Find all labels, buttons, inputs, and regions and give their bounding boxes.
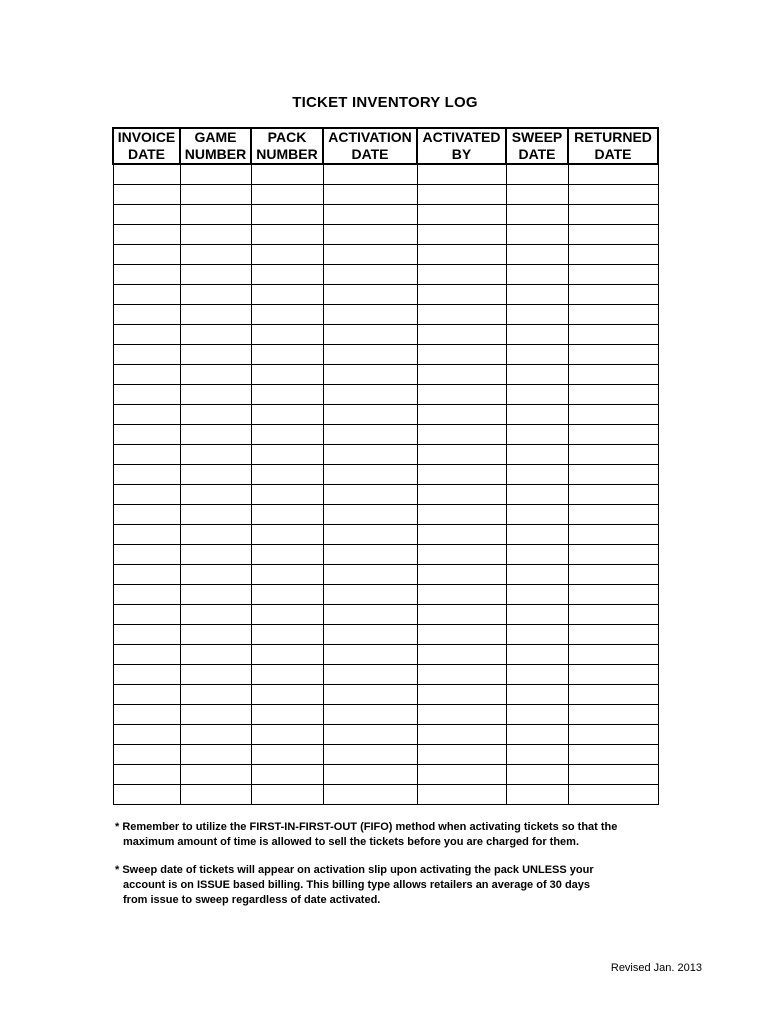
table-cell[interactable]: [568, 385, 658, 405]
table-cell[interactable]: [113, 164, 180, 185]
table-cell[interactable]: [568, 605, 658, 625]
table-row: [113, 785, 658, 805]
table-cell[interactable]: [506, 605, 568, 625]
table-cell[interactable]: [417, 545, 506, 565]
table-cell[interactable]: [568, 565, 658, 585]
table-cell[interactable]: [323, 625, 417, 645]
table-cell[interactable]: [113, 505, 180, 525]
table-cell[interactable]: [180, 325, 251, 345]
table-cell[interactable]: [180, 245, 251, 265]
table-cell[interactable]: [251, 745, 323, 765]
table-cell[interactable]: [251, 605, 323, 625]
table-cell[interactable]: [113, 245, 180, 265]
table-cell[interactable]: [113, 525, 180, 545]
table-cell[interactable]: [251, 205, 323, 225]
table-cell[interactable]: [113, 445, 180, 465]
table-cell[interactable]: [113, 585, 180, 605]
note-sweep-date: [115, 863, 675, 908]
table-cell[interactable]: [568, 265, 658, 285]
table-row: [113, 345, 658, 365]
table-cell[interactable]: [417, 325, 506, 345]
table-cell[interactable]: [506, 705, 568, 725]
table-cell[interactable]: [506, 665, 568, 685]
column-header-pack-number: [251, 128, 323, 164]
table-cell[interactable]: [113, 545, 180, 565]
table-cell[interactable]: [323, 665, 417, 685]
page-title: TICKET INVENTORY LOG: [292, 94, 478, 111]
table-cell[interactable]: [506, 225, 568, 245]
table-row: [113, 685, 658, 705]
table-cell[interactable]: [180, 785, 251, 805]
table-cell[interactable]: [251, 305, 323, 325]
table-cell[interactable]: [180, 545, 251, 565]
table-header-row: [113, 128, 658, 164]
table-cell[interactable]: [506, 565, 568, 585]
table-cell[interactable]: [417, 345, 506, 365]
table-cell[interactable]: [417, 525, 506, 545]
table-cell[interactable]: [251, 225, 323, 245]
table-cell[interactable]: [506, 785, 568, 805]
table-cell[interactable]: [113, 325, 180, 345]
header-line: INVOICE: [117, 129, 176, 145]
table-row: [113, 745, 658, 765]
table-cell[interactable]: [323, 565, 417, 585]
table-row: [113, 405, 658, 425]
table-cell[interactable]: [113, 785, 180, 805]
table-body: [113, 164, 658, 805]
table-cell[interactable]: [506, 485, 568, 505]
table-cell[interactable]: [251, 785, 323, 805]
header-line: ACTIVATED: [422, 129, 501, 145]
table-cell[interactable]: [113, 605, 180, 625]
table-cell[interactable]: [251, 545, 323, 565]
table-cell[interactable]: [251, 465, 323, 485]
table-cell[interactable]: [506, 525, 568, 545]
table-row: [113, 425, 658, 445]
notes-section: [115, 820, 675, 921]
note-line: * Remember to utilize the FIRST-IN-FIRST-OUT (FIFO) method when activating tickets so that the: [115, 821, 618, 833]
header-line: DATE: [351, 146, 389, 162]
header-line: PACK: [267, 129, 307, 145]
table-cell[interactable]: [323, 305, 417, 325]
table-cell[interactable]: [113, 665, 180, 685]
table-cell[interactable]: [251, 164, 323, 185]
table-cell[interactable]: [113, 645, 180, 665]
note-line: account is on ISSUE based billing. This billing type allows retailers an average of 30 days: [123, 879, 591, 891]
column-header-activated-by: [417, 128, 506, 164]
header-line: SWEEP: [511, 129, 563, 145]
table-cell[interactable]: [417, 485, 506, 505]
table-cell[interactable]: [180, 645, 251, 665]
table-cell[interactable]: [113, 425, 180, 445]
table-cell[interactable]: [323, 685, 417, 705]
table-cell[interactable]: [323, 645, 417, 665]
table-cell[interactable]: [113, 705, 180, 725]
table-cell[interactable]: [417, 505, 506, 525]
table-cell[interactable]: [323, 365, 417, 385]
table-cell[interactable]: [113, 185, 180, 205]
table-cell[interactable]: [568, 765, 658, 785]
table-cell[interactable]: [113, 465, 180, 485]
header-line: GAME: [194, 129, 237, 145]
table-cell[interactable]: [417, 225, 506, 245]
table-cell[interactable]: [251, 485, 323, 505]
table-cell[interactable]: [323, 765, 417, 785]
table-cell[interactable]: [180, 605, 251, 625]
table-cell[interactable]: [251, 585, 323, 605]
table-cell[interactable]: [417, 645, 506, 665]
table-cell[interactable]: [113, 305, 180, 325]
table-cell[interactable]: [323, 705, 417, 725]
table-cell[interactable]: [568, 225, 658, 245]
table-row: [113, 725, 658, 745]
inventory-log-table: [112, 127, 659, 805]
table-row: [113, 665, 658, 685]
table-row: [113, 205, 658, 225]
table-cell[interactable]: [180, 745, 251, 765]
table-cell[interactable]: [568, 425, 658, 445]
table-cell[interactable]: [568, 745, 658, 765]
table-cell[interactable]: [417, 425, 506, 445]
table-cell[interactable]: [568, 164, 658, 185]
table-cell[interactable]: [251, 325, 323, 345]
header-line: NUMBER: [184, 146, 247, 162]
table-cell[interactable]: [251, 265, 323, 285]
table-row: [113, 305, 658, 325]
table-cell[interactable]: [113, 625, 180, 645]
table-cell[interactable]: [568, 365, 658, 385]
table-cell[interactable]: [180, 164, 251, 185]
table-cell[interactable]: [323, 465, 417, 485]
table-cell[interactable]: [113, 725, 180, 745]
table-cell[interactable]: [251, 285, 323, 305]
table-row: [113, 325, 658, 345]
table-cell[interactable]: [568, 705, 658, 725]
table-cell[interactable]: [417, 164, 506, 185]
table-cell[interactable]: [251, 405, 323, 425]
header-line: DATE: [518, 146, 556, 162]
table-cell[interactable]: [323, 725, 417, 745]
table-cell[interactable]: [251, 425, 323, 445]
table-cell[interactable]: [323, 285, 417, 305]
table-cell[interactable]: [417, 385, 506, 405]
table-row: [113, 245, 658, 265]
table-cell[interactable]: [251, 705, 323, 725]
table-cell[interactable]: [506, 445, 568, 465]
table-cell[interactable]: [506, 465, 568, 485]
table-cell[interactable]: [568, 545, 658, 565]
table-cell[interactable]: [417, 445, 506, 465]
table-cell[interactable]: [113, 265, 180, 285]
table-cell[interactable]: [323, 325, 417, 345]
table-cell[interactable]: [506, 625, 568, 645]
table-cell[interactable]: [568, 585, 658, 605]
table-cell[interactable]: [568, 345, 658, 365]
table-cell[interactable]: [323, 225, 417, 245]
table-cell[interactable]: [180, 365, 251, 385]
table-cell[interactable]: [506, 425, 568, 445]
table-cell[interactable]: [506, 725, 568, 745]
table-cell[interactable]: [323, 385, 417, 405]
table-cell[interactable]: [568, 665, 658, 685]
table-cell[interactable]: [180, 505, 251, 525]
table-cell[interactable]: [417, 185, 506, 205]
table-cell[interactable]: [180, 625, 251, 645]
table-row: [113, 225, 658, 245]
table-row: [113, 605, 658, 625]
table-cell[interactable]: [417, 205, 506, 225]
table-cell[interactable]: [251, 525, 323, 545]
table-cell[interactable]: [506, 325, 568, 345]
table-row: [113, 185, 658, 205]
table-cell[interactable]: [568, 685, 658, 705]
table-cell[interactable]: [113, 285, 180, 305]
table-cell[interactable]: [417, 665, 506, 685]
table-cell[interactable]: [251, 445, 323, 465]
table-cell[interactable]: [251, 765, 323, 785]
table-cell[interactable]: [180, 265, 251, 285]
table-cell[interactable]: [506, 745, 568, 765]
header-line: DATE: [594, 146, 632, 162]
table-cell[interactable]: [180, 525, 251, 545]
header-line: NUMBER: [256, 146, 318, 162]
table-cell[interactable]: [113, 485, 180, 505]
table-cell[interactable]: [417, 365, 506, 385]
table-cell[interactable]: [417, 685, 506, 705]
table-cell[interactable]: [113, 565, 180, 585]
table-cell[interactable]: [506, 685, 568, 705]
table-cell[interactable]: [568, 445, 658, 465]
table-cell[interactable]: [417, 725, 506, 745]
table-cell[interactable]: [506, 405, 568, 425]
table-cell[interactable]: [180, 385, 251, 405]
table-cell[interactable]: [180, 425, 251, 445]
table-cell[interactable]: [417, 405, 506, 425]
table-cell[interactable]: [417, 605, 506, 625]
table-cell[interactable]: [568, 625, 658, 645]
table-cell[interactable]: [506, 505, 568, 525]
table-row: [113, 645, 658, 665]
table-cell[interactable]: [323, 505, 417, 525]
table-cell[interactable]: [180, 565, 251, 585]
note-line: maximum amount of time is allowed to sell the tickets before you are charged for them.: [123, 836, 579, 848]
table-cell[interactable]: [506, 205, 568, 225]
table-cell[interactable]: [323, 485, 417, 505]
table-cell[interactable]: [113, 765, 180, 785]
table-cell[interactable]: [180, 725, 251, 745]
table-cell[interactable]: [113, 225, 180, 245]
table-cell[interactable]: [251, 505, 323, 525]
table-cell[interactable]: [568, 185, 658, 205]
table-row: [113, 265, 658, 285]
column-header-activation-date: [323, 128, 417, 164]
table-cell[interactable]: [417, 305, 506, 325]
table-cell[interactable]: [251, 645, 323, 665]
table-cell[interactable]: [251, 685, 323, 705]
table-cell[interactable]: [417, 265, 506, 285]
table-cell[interactable]: [180, 185, 251, 205]
table-cell[interactable]: [251, 625, 323, 645]
table-cell[interactable]: [180, 445, 251, 465]
table-cell[interactable]: [323, 545, 417, 565]
table-cell[interactable]: [323, 785, 417, 805]
table-cell[interactable]: [323, 425, 417, 445]
table-cell[interactable]: [568, 285, 658, 305]
table-cell[interactable]: [417, 465, 506, 485]
table-cell[interactable]: [568, 485, 658, 505]
table-row: [113, 545, 658, 565]
table-cell[interactable]: [417, 245, 506, 265]
table-cell[interactable]: [506, 585, 568, 605]
table-cell[interactable]: [180, 685, 251, 705]
table-cell[interactable]: [323, 745, 417, 765]
table-row: [113, 625, 658, 645]
table-cell[interactable]: [180, 345, 251, 365]
table-cell[interactable]: [180, 285, 251, 305]
table-cell[interactable]: [251, 385, 323, 405]
table-cell[interactable]: [323, 605, 417, 625]
table-row: [113, 765, 658, 785]
table-cell[interactable]: [180, 705, 251, 725]
table-cell[interactable]: [417, 625, 506, 645]
table-cell[interactable]: [113, 205, 180, 225]
table-cell[interactable]: [323, 245, 417, 265]
table-cell[interactable]: [506, 345, 568, 365]
table-row: [113, 705, 658, 725]
table-cell[interactable]: [180, 585, 251, 605]
table-cell[interactable]: [251, 665, 323, 685]
table-cell[interactable]: [506, 185, 568, 205]
table-cell[interactable]: [323, 525, 417, 545]
table-cell[interactable]: [506, 245, 568, 265]
table-cell[interactable]: [417, 285, 506, 305]
table-cell[interactable]: [417, 565, 506, 585]
table-cell[interactable]: [251, 245, 323, 265]
table-cell[interactable]: [180, 405, 251, 425]
table-cell[interactable]: [506, 265, 568, 285]
table-row: [113, 525, 658, 545]
table-cell[interactable]: [113, 345, 180, 365]
table-row: [113, 385, 658, 405]
table-cell[interactable]: [568, 465, 658, 485]
table-cell[interactable]: [568, 505, 658, 525]
table-cell[interactable]: [323, 265, 417, 285]
table-cell[interactable]: [568, 205, 658, 225]
table-cell[interactable]: [417, 745, 506, 765]
table-cell[interactable]: [323, 445, 417, 465]
table-cell[interactable]: [180, 465, 251, 485]
note-line: from issue to sweep regardless of date activated.: [123, 894, 381, 906]
table-row: [113, 365, 658, 385]
table-cell[interactable]: [506, 545, 568, 565]
table-cell[interactable]: [113, 405, 180, 425]
table-row: [113, 505, 658, 525]
table-cell[interactable]: [251, 365, 323, 385]
table-cell[interactable]: [113, 365, 180, 385]
table-cell[interactable]: [568, 325, 658, 345]
table-cell[interactable]: [417, 765, 506, 785]
table-cell[interactable]: [180, 485, 251, 505]
header-line: ACTIVATION: [328, 129, 412, 145]
table-cell[interactable]: [323, 405, 417, 425]
table-cell[interactable]: [251, 565, 323, 585]
table-row: [113, 164, 658, 185]
note-fifo: [115, 820, 675, 850]
table-cell[interactable]: [251, 725, 323, 745]
table-cell[interactable]: [417, 785, 506, 805]
table-cell[interactable]: [506, 645, 568, 665]
table-cell[interactable]: [568, 405, 658, 425]
header-line: RETURNED: [574, 129, 652, 145]
revision-date: Revised Jan. 2013: [610, 962, 702, 974]
table-cell[interactable]: [251, 185, 323, 205]
table-cell[interactable]: [180, 225, 251, 245]
table-row: [113, 585, 658, 605]
table-cell[interactable]: [323, 585, 417, 605]
table-cell[interactable]: [113, 745, 180, 765]
table-cell[interactable]: [417, 585, 506, 605]
table-cell[interactable]: [568, 245, 658, 265]
table-row: [113, 465, 658, 485]
table-cell[interactable]: [113, 685, 180, 705]
table-cell[interactable]: [506, 285, 568, 305]
table-cell[interactable]: [506, 164, 568, 185]
table-cell[interactable]: [568, 785, 658, 805]
table-cell[interactable]: [568, 305, 658, 325]
column-header-sweep-date: [506, 128, 568, 164]
table-cell[interactable]: [417, 705, 506, 725]
table-cell[interactable]: [568, 645, 658, 665]
note-line: * Sweep date of tickets will appear on activation slip upon activating the pack UNLESS your: [115, 864, 594, 876]
header-line: BY: [451, 146, 472, 162]
table-cell[interactable]: [506, 385, 568, 405]
table-cell[interactable]: [506, 765, 568, 785]
table-cell[interactable]: [568, 525, 658, 545]
table-row: [113, 485, 658, 505]
table-cell[interactable]: [323, 164, 417, 185]
header-line: DATE: [127, 146, 166, 162]
table-cell[interactable]: [506, 305, 568, 325]
table-cell[interactable]: [180, 765, 251, 785]
table-cell[interactable]: [180, 305, 251, 325]
table-cell[interactable]: [323, 205, 417, 225]
column-header-invoice-date: [113, 128, 180, 164]
column-header-returned-date: [568, 128, 658, 164]
column-header-game-number: [180, 128, 251, 164]
table-cell[interactable]: [568, 725, 658, 745]
table-cell[interactable]: [323, 185, 417, 205]
table-cell[interactable]: [251, 345, 323, 365]
table-cell[interactable]: [323, 345, 417, 365]
table-cell[interactable]: [180, 665, 251, 685]
table-row: [113, 445, 658, 465]
table-cell[interactable]: [180, 205, 251, 225]
table-cell[interactable]: [506, 365, 568, 385]
table-row: [113, 565, 658, 585]
table-cell[interactable]: [113, 385, 180, 405]
table-row: [113, 285, 658, 305]
